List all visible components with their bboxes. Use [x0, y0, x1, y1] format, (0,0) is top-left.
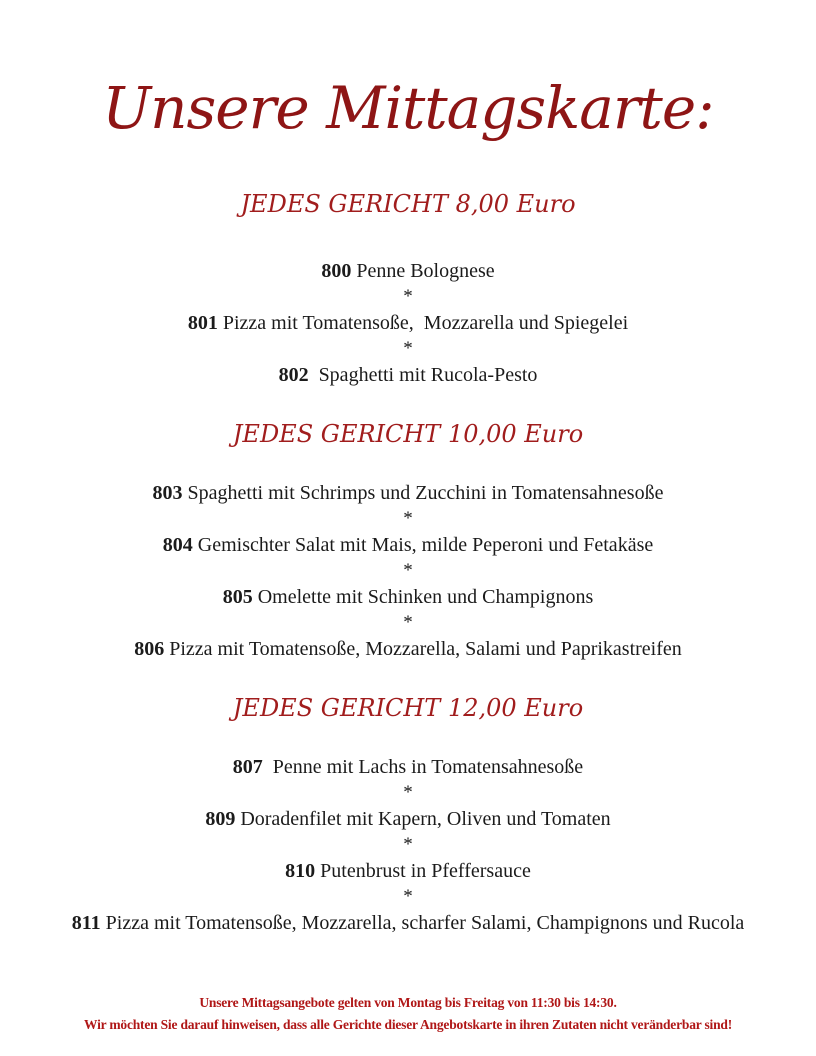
dish-name: Spaghetti mit Schrimps und Zucchini in Tomatensahnesoße: [187, 482, 664, 504]
separator-star: *: [403, 338, 413, 359]
menu-section-10-euro: [0, 418, 816, 662]
menu-item-802: [0, 362, 816, 388]
dish-name: Penne Bolognese: [356, 260, 495, 282]
dish-name: Spaghetti mit Rucola-Pesto: [313, 364, 538, 386]
menu-section-12-euro: [0, 692, 816, 936]
menu-item-804: [0, 532, 816, 558]
dish-name: Omelette mit Schinken und Champignons: [257, 586, 594, 608]
dish-number: 806: [134, 638, 165, 660]
dish-name: Putenbrust in Pfeffersauce: [320, 860, 531, 882]
dish-name: Pizza mit Tomatensoße, Mozzarella, Salami und Paprikastreifen: [169, 638, 682, 660]
section-items: [0, 754, 816, 936]
dish-name: Gemischter Salat mit Mais, milde Peperoni und Fetakäse: [197, 534, 654, 556]
section-heading-12-euro: JEDES GERICHT 12,00 Euro: [232, 694, 584, 722]
menu-item-806: [0, 636, 816, 662]
separator-star: *: [403, 508, 413, 529]
menu-item-810: [0, 858, 816, 884]
separator-star: *: [403, 286, 413, 307]
separator-star: *: [403, 612, 413, 633]
separator-star: *: [403, 886, 413, 907]
page-title: Unsere Mittagskarte:: [102, 74, 714, 142]
dish-name: Penne mit Lachs in Tomatensahnesoße: [267, 756, 584, 778]
dish-number: 809: [205, 808, 236, 830]
dish-number: 811: [71, 912, 101, 934]
menu-item-800: [0, 258, 816, 284]
dish-number: 807: [232, 756, 263, 778]
separator-star: *: [403, 834, 413, 855]
dish-number: 800: [321, 260, 352, 282]
dish-number: 802: [278, 364, 309, 386]
dish-number: 805: [222, 586, 253, 608]
menu-section-8-euro: [0, 188, 816, 388]
dish-number: 810: [285, 860, 316, 882]
menu-item-811: [0, 910, 816, 936]
footer-note-hours: Unsere Mittagsangebote gelten von Montag bis Freitag von 11:30 bis 14:30.: [199, 995, 617, 1010]
dish-number: 804: [162, 534, 193, 556]
dish-number: 803: [152, 482, 183, 504]
dish-name: Pizza mit Tomatensoße, Mozzarella, scharfer Salami, Champignons und Rucola: [105, 912, 745, 934]
section-items: [0, 480, 816, 662]
section-items: [0, 258, 816, 388]
menu-item-807: [0, 754, 816, 780]
dish-name: Doradenfilet mit Kapern, Oliven und Tomaten: [240, 808, 611, 830]
separator-star: *: [403, 560, 413, 581]
menu-item-805: [0, 584, 816, 610]
menu-item-801: [0, 310, 816, 336]
menu-item-803: [0, 480, 816, 506]
section-heading-10-euro: JEDES GERICHT 10,00 Euro: [232, 420, 584, 448]
dish-name: Pizza mit Tomatensoße, Mozzarella und Spiegelei: [222, 312, 629, 334]
footer-notes: [0, 992, 816, 1036]
separator-star: *: [403, 782, 413, 803]
footer-note-disclaimer: Wir möchten Sie darauf hinweisen, dass alle Gerichte dieser Angebotskarte in ihren Zutaten nicht veränderbar sind!: [84, 1017, 732, 1032]
menu-item-809: [0, 806, 816, 832]
section-heading-8-euro: JEDES GERICHT 8,00 Euro: [240, 190, 576, 218]
dish-number: 801: [187, 312, 218, 334]
